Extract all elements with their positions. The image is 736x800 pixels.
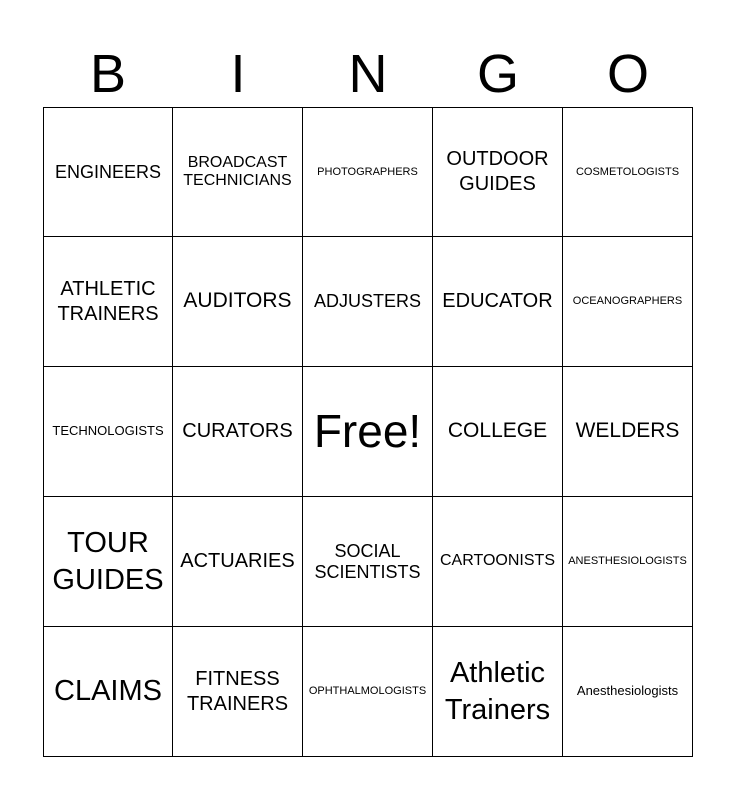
bingo-cell[interactable]: ENGINEERS xyxy=(43,107,173,237)
bingo-cell[interactable]: COSMETOLOGISTS xyxy=(563,107,693,237)
bingo-cell[interactable]: OPHTHALMOLOGISTS xyxy=(303,627,433,757)
bingo-cell[interactable]: FITNESS TRAINERS xyxy=(173,627,303,757)
bingo-cell[interactable]: EDUCATOR xyxy=(433,237,563,367)
bingo-cell[interactable]: BROADCAST TECHNICIANS xyxy=(173,107,303,237)
bingo-cell[interactable]: ATHLETIC TRAINERS xyxy=(43,237,173,367)
header-letter-g: G xyxy=(476,44,519,104)
bingo-cell[interactable]: ADJUSTERS xyxy=(303,237,433,367)
bingo-cell[interactable]: Anesthesiologists xyxy=(563,627,693,757)
bingo-cell[interactable]: OCEANOGRAPHERS xyxy=(563,237,693,367)
bingo-cell[interactable]: PHOTOGRAPHERS xyxy=(303,107,433,237)
bingo-cell[interactable]: Athletic Trainers xyxy=(433,627,563,757)
bingo-board xyxy=(43,107,693,757)
bingo-cell[interactable]: WELDERS xyxy=(563,367,693,497)
bingo-header xyxy=(43,40,693,108)
header-letter-n: N xyxy=(348,44,388,104)
header-letter-o: O xyxy=(606,44,649,104)
bingo-cell[interactable]: ANESTHESIOLOGISTS xyxy=(563,497,693,627)
bingo-cell[interactable]: TECHNOLOGISTS xyxy=(43,367,173,497)
bingo-cell[interactable]: CARTOONISTS xyxy=(433,497,563,627)
bingo-cell[interactable]: AUDITORS xyxy=(173,237,303,367)
bingo-cell[interactable]: OUTDOOR GUIDES xyxy=(433,107,563,237)
bingo-cell[interactable]: TOUR GUIDES xyxy=(43,497,173,627)
bingo-cell[interactable]: ACTUARIES xyxy=(173,497,303,627)
header-letter-b: B xyxy=(89,44,127,104)
header-letter-i: I xyxy=(230,44,246,104)
bingo-cell[interactable]: COLLEGE xyxy=(433,367,563,497)
bingo-cell[interactable]: CURATORS xyxy=(173,367,303,497)
bingo-cell[interactable]: CLAIMS xyxy=(43,627,173,757)
free-space-cell[interactable]: Free! xyxy=(303,367,433,497)
bingo-cell[interactable]: SOCIAL SCIENTISTS xyxy=(303,497,433,627)
